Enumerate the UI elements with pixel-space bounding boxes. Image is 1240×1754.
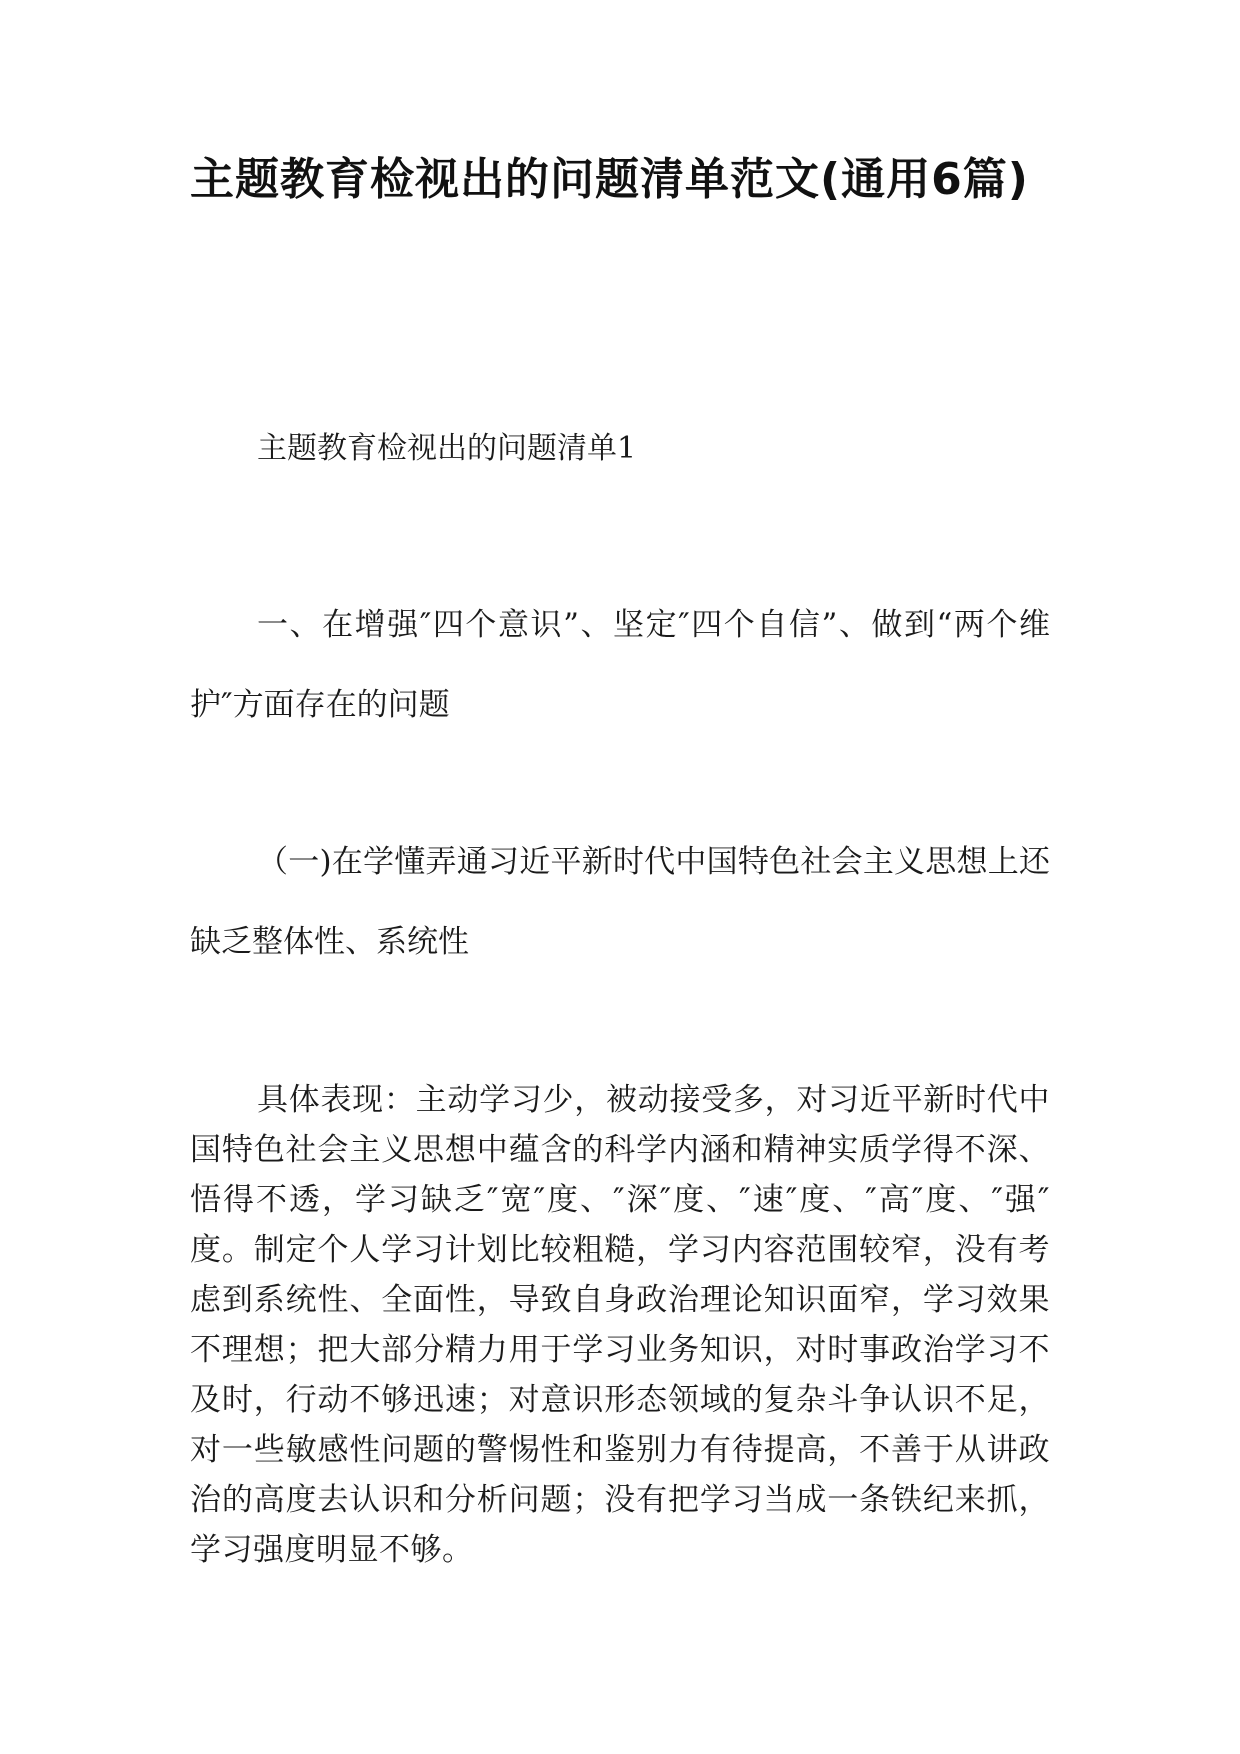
section-title: 主题教育检视出的问题清单1 — [257, 431, 637, 466]
paragraph-body: 具体表现：主动学习少，被动接受多，对习近平新时代中国特色社会主义思想中蕴含的科学内涵和精神实质学得不深、悟得不透，学习缺乏″宽″度、″深″度、″速″度、″高″度、″强″度。制定个人学习计划比较粗糙，学习内容范围较窄，没有考虑到系统性、全面性，导致自身政治理论知识面窄，学习效果不理想；把大部分精力用于学习业务知识，对时事政治学习不及时，行动不够迅速；对意识形态领域的复杂斗争认识不足，对一些敏感性问题的警惕性和鉴别力有待提高，不善于从讲政治的高度去认识和分析问题；没有把学习当成一条铁纪来抓，学习强度明显不够。 — [190, 1082, 1050, 1568]
paragraph-heading-one: 一、在增强″四个意识”、坚定″四个自信”、做到“两个维护″方面存在的问题 — [190, 607, 1050, 723]
document-title: 主题教育检视出的问题清单范文(通用6篇) — [190, 154, 1029, 205]
paragraph-subheading-one: （一)在学懂弄通习近平新时代中国特色社会主义思想上还缺乏整体性、系统性 — [190, 844, 1050, 960]
